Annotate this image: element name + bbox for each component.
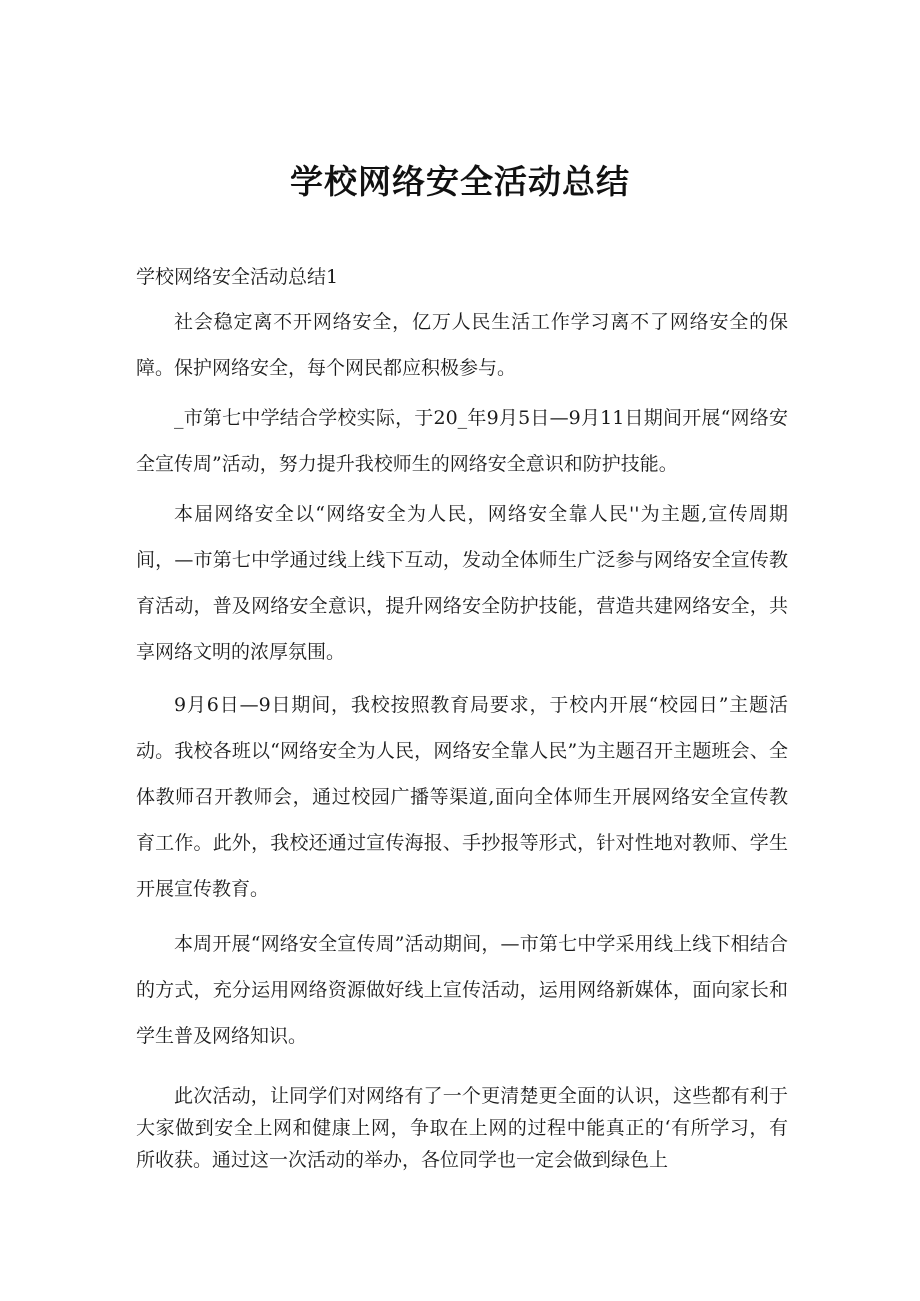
paragraph-6: 此次活动，让同学们对网络有了一个更清楚更全面的认识，这些都有利于大家做到安全上网和健康上网，争取在上网的过程中能真正的‘有所学习，有所收获。通过这一次活动的举办，各位同学也一定会做到绿色上 xyxy=(136,1085,788,1171)
paragraph-2: _市第七中学结合学校实际，于20_年9月5日—9月11日期间开展“网络安全宣传周”活动，努力提升我校师生的网络安全意识和防护技能。 xyxy=(136,407,788,475)
paragraph-3: 本届网络安全以“网络安全为人民，网络安全靠人民''为主题,宣传周期间，—市第七中学通过线上线下互动，发动全体师生广泛参与网络安全宣传教育活动，普及网络安全意识，提升网络安全防护技能，营造共建网络安全，共享网络文明的浓厚氛围。 xyxy=(136,503,788,663)
paragraph-4: 9月6日—9日期间，我校按照教育局要求，于校内开展“校园日”主题活动。我校各班以“网络安全为人民，网络安全靠人民”为主题召开主题班会、全体教师召开教师会，通过校园广播等渠道,面向全体师生开展网络安全宣传教育工作。此外，我校还通过宣传海报、手抄报等形式，针对性地对教师、学生开展宣传教育。 xyxy=(136,694,788,900)
paragraph-5: 本周开展“网络安全宣传周”活动期间，—市第七中学采用线上线下相结合的方式，充分运用网络资源做好线上宣传活动，运用网络新媒体，面向家长和学生普及网络知识。 xyxy=(136,933,788,1047)
paragraph-1: 社会稳定离不开网络安全，亿万人民生活工作学习离不了网络安全的保障。保护网络安全，每个网民都应积极参与。 xyxy=(136,311,788,379)
section-heading: 学校网络安全活动总结1 xyxy=(136,266,339,288)
document-title: 学校网络安全活动总结 xyxy=(290,162,630,201)
